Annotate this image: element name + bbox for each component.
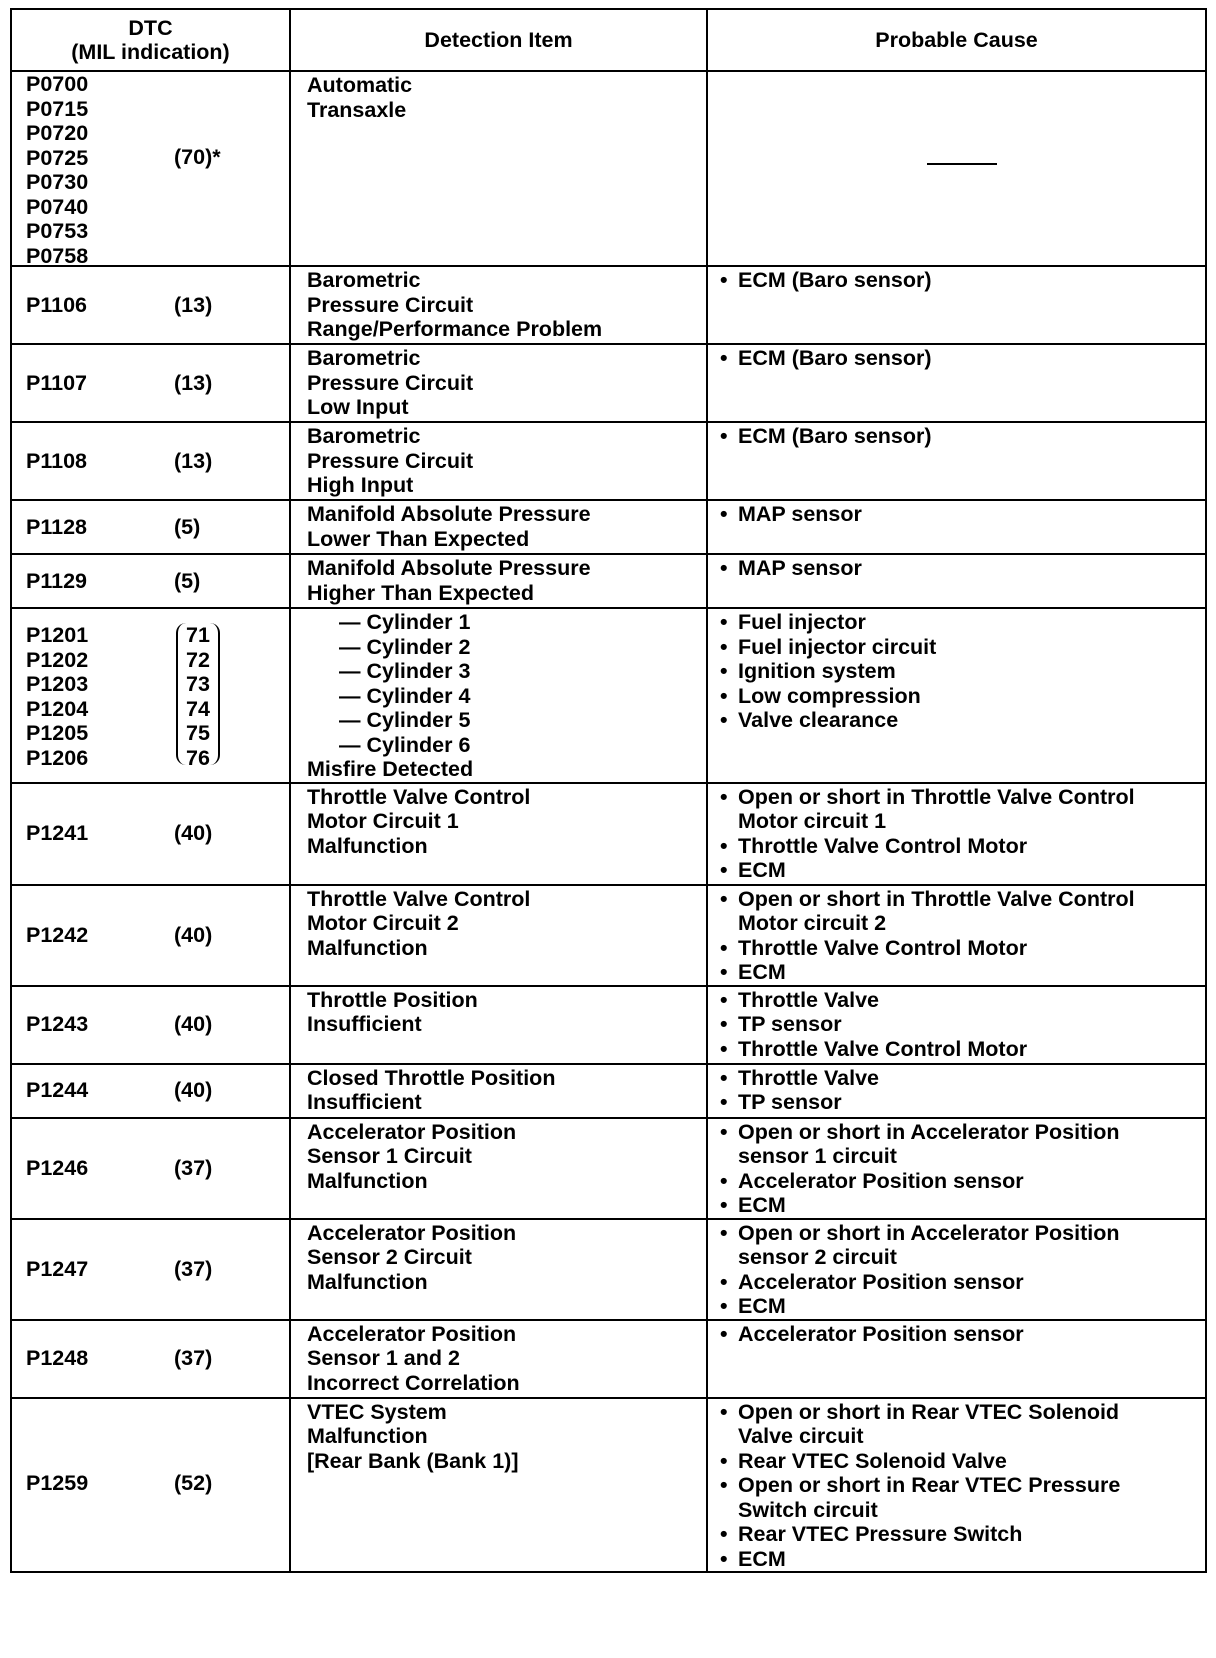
dtc-cell-content <box>12 72 289 268</box>
dtc-code: P0758 <box>26 243 89 268</box>
mil-indication: (5) <box>174 514 201 539</box>
detection-item-cell <box>290 783 707 885</box>
dtc-cell <box>11 783 290 885</box>
dtc-code-list <box>12 72 146 268</box>
table-row <box>11 71 1206 266</box>
detection-line: Malfunction <box>307 1424 428 1448</box>
dtc-code: P0740 <box>26 194 89 219</box>
table-row <box>11 1219 1206 1320</box>
cause-item-continued: Motor circuit 1 <box>738 809 887 833</box>
mil-indication: (13) <box>174 292 213 317</box>
dtc-code: P1108 <box>26 448 87 473</box>
table-row <box>11 1118 1206 1219</box>
dtc-cell <box>11 1398 290 1573</box>
mil-indication: (13) <box>174 448 213 473</box>
detection-item-cell <box>290 1398 707 1573</box>
mil-number: 76 <box>186 745 210 770</box>
detection-line: Insufficient <box>307 1090 422 1114</box>
detection-line: Automatic <box>307 73 413 97</box>
cause-item: • Open or short in Throttle Valve Control <box>718 887 1205 912</box>
dtc-table-page <box>10 8 1205 1573</box>
probable-cause-cell <box>707 71 1206 266</box>
dtc-cell-content <box>12 1321 289 1397</box>
probable-cause-cell <box>707 1320 1206 1398</box>
detection-line: Incorrect Correlation <box>307 1370 520 1395</box>
detection-line: Barometric <box>307 424 421 448</box>
detection-line: Sensor 2 Circuit <box>307 1245 472 1269</box>
mil-number-list <box>186 623 210 770</box>
cause-item: • Low compression <box>718 684 1205 709</box>
detection-item-cell <box>290 1118 707 1219</box>
mil-indication: (40) <box>174 1012 213 1037</box>
detection-line: Closed Throttle Position <box>307 1065 556 1090</box>
dtc-code: P1201 <box>26 623 89 647</box>
cause-item: • ECM <box>718 1547 1205 1572</box>
probable-cause-cell <box>707 986 1206 1064</box>
detection-line: Accelerator Position <box>307 1220 517 1245</box>
table-row <box>11 885 1206 986</box>
cause-item: • Rear VTEC Pressure Switch <box>718 1522 1205 1547</box>
dtc-code: P0725 <box>26 145 89 170</box>
table-row <box>11 500 1206 554</box>
cause-item: • Throttle Valve Control Motor <box>718 834 1205 859</box>
detection-item-cell <box>290 266 707 344</box>
cause-item: • ECM (Baro sensor) <box>718 268 1205 293</box>
cause-item: • ECM <box>718 1193 1205 1218</box>
detection-item-cell <box>290 554 707 608</box>
mil-indication: (37) <box>174 1346 213 1371</box>
cause-item: • Accelerator Position sensor <box>718 1169 1205 1194</box>
table-row <box>11 608 1206 783</box>
dtc-cell <box>11 986 290 1064</box>
dtc-cell <box>11 608 290 783</box>
probable-cause-cell <box>707 500 1206 554</box>
table-row <box>11 1320 1206 1398</box>
table-row <box>11 1398 1206 1573</box>
mil-indication: (40) <box>174 1078 213 1103</box>
cause-item-continued: sensor 2 circuit <box>738 1245 897 1269</box>
dtc-code: P1242 <box>26 922 89 947</box>
mil-indication: (37) <box>174 1256 213 1281</box>
probable-cause-cell <box>707 422 1206 500</box>
table-body <box>11 71 1206 1572</box>
detection-line: Sensor 1 Circuit <box>307 1144 472 1168</box>
detection-line: Motor Circuit 2 <box>307 911 459 935</box>
dtc-code: P0700 <box>26 72 89 96</box>
mil-number: 75 <box>186 721 210 745</box>
detection-item-cell <box>290 500 707 554</box>
dtc-cell <box>11 266 290 344</box>
dtc-cell-content <box>12 784 289 884</box>
detection-line: Malfunction <box>307 833 428 858</box>
detection-line: Higher Than Expected <box>307 580 534 605</box>
detection-line: Pressure Circuit <box>307 292 474 317</box>
mil-indication: (37) <box>174 1155 213 1180</box>
dtc-cell <box>11 500 290 554</box>
dtc-cell-content <box>12 345 289 421</box>
cause-item: • ECM <box>718 960 1205 985</box>
dtc-cell-content <box>12 886 289 985</box>
dtc-cell <box>11 1118 290 1219</box>
cause-item: • MAP sensor <box>718 556 1205 581</box>
detection-line: Lower Than Expected <box>307 526 530 551</box>
cause-item: • Ignition system <box>718 659 1205 684</box>
probable-cause-cell <box>707 344 1206 422</box>
cause-item: • Accelerator Position sensor <box>718 1270 1205 1295</box>
detection-line: Malfunction <box>307 1168 428 1193</box>
mil-indication: (70)* <box>174 144 221 169</box>
dtc-code: P0753 <box>26 219 89 243</box>
cylinder-line: — Cylinder 1 <box>339 610 471 634</box>
cause-item: • TP sensor <box>718 1012 1205 1037</box>
mil-indication: (5) <box>174 568 201 593</box>
mil-indication: (40) <box>174 821 213 846</box>
mil-number: 73 <box>186 672 210 696</box>
cylinder-line: — Cylinder 5 <box>339 708 471 732</box>
probable-cause-cell <box>707 1064 1206 1118</box>
detection-item-cell <box>290 71 707 266</box>
detection-line: Manifold Absolute Pressure <box>307 556 591 580</box>
detection-line: Pressure Circuit <box>307 370 474 395</box>
detection-line: Low Input <box>307 395 409 419</box>
mil-indication: (52) <box>174 1470 213 1495</box>
dtc-code: P1206 <box>26 745 89 770</box>
detection-line: Range/Performance Problem <box>307 317 603 341</box>
dtc-cell-content <box>12 1119 289 1218</box>
detection-line: Barometric <box>307 268 421 292</box>
detection-line: Transaxle <box>307 97 407 122</box>
probable-cause-cell <box>707 885 1206 986</box>
mil-indication: (13) <box>174 370 213 395</box>
dtc-code: P1244 <box>26 1078 89 1103</box>
detection-line: Motor Circuit 1 <box>307 809 459 833</box>
dtc-cell <box>11 422 290 500</box>
mil-number: 74 <box>186 696 210 721</box>
dtc-code: P1248 <box>26 1346 89 1371</box>
detection-line: Barometric <box>307 346 421 370</box>
dtc-code: P1246 <box>26 1155 89 1180</box>
cause-item: • Throttle Valve <box>718 988 1205 1013</box>
probable-cause-cell <box>707 1398 1206 1573</box>
cause-item-continued: Switch circuit <box>738 1497 878 1522</box>
header-dtc <box>11 9 290 71</box>
dtc-code: P1203 <box>26 672 89 696</box>
dtc-cell-content <box>12 555 289 607</box>
cause-item: • Fuel injector circuit <box>718 635 1205 660</box>
detection-item-cell <box>290 1219 707 1320</box>
dtc-code: P1243 <box>26 1012 89 1037</box>
table-row <box>11 344 1206 422</box>
cause-item: • ECM (Baro sensor) <box>718 346 1205 371</box>
detection-line: [Rear Bank (Bank 1)] <box>307 1448 519 1473</box>
mil-indication: (40) <box>174 922 213 947</box>
detection-item-cell <box>290 885 707 986</box>
dtc-code: P1241 <box>26 821 89 846</box>
detection-line: Accelerator Position <box>307 1119 517 1144</box>
detection-line: Misfire Detected <box>307 757 474 781</box>
dtc-code: P0715 <box>26 96 89 121</box>
detection-line: Malfunction <box>307 935 428 960</box>
dtc-code: P1247 <box>26 1256 89 1281</box>
dtc-code: P1204 <box>26 696 89 721</box>
cause-item: • Open or short in Accelerator Position <box>718 1221 1205 1246</box>
dtc-cell <box>11 1064 290 1118</box>
dtc-cell <box>11 71 290 266</box>
detection-item-cell <box>290 422 707 500</box>
cause-item-continued: sensor 1 circuit <box>738 1144 897 1168</box>
cylinder-line: — Cylinder 4 <box>339 683 471 708</box>
detection-line: Insufficient <box>307 1012 422 1036</box>
cause-item-continued: Motor circuit 2 <box>738 911 887 935</box>
cause-item: • Valve clearance <box>718 708 1205 733</box>
cause-item-continued: Valve circuit <box>738 1424 864 1448</box>
detection-item-cell <box>290 1320 707 1398</box>
dtc-cell-content <box>12 1220 289 1319</box>
table-row <box>11 783 1206 885</box>
cause-item: • Throttle Valve Control Motor <box>718 936 1205 961</box>
no-cause-dash <box>718 73 1205 171</box>
detection-line: Manifold Absolute Pressure <box>307 502 591 526</box>
dtc-cell-content <box>12 501 289 553</box>
dtc-code: P1106 <box>26 292 87 317</box>
dtc-cell-content <box>12 609 289 778</box>
header-probable-cause: Probable Cause <box>707 9 1206 71</box>
detection-line: Throttle Position <box>307 987 478 1012</box>
mil-number: 72 <box>186 647 210 672</box>
cause-item: • MAP sensor <box>718 502 1205 527</box>
cause-item: • ECM <box>718 858 1205 883</box>
dtc-code: P1259 <box>26 1470 89 1495</box>
detection-line: Accelerator Position <box>307 1321 517 1346</box>
detection-item-cell <box>290 986 707 1064</box>
table-row <box>11 422 1206 500</box>
cause-item: • Fuel injector <box>718 610 1205 635</box>
header-dtc-line2: (MIL indication) <box>71 40 230 64</box>
table-row <box>11 1064 1206 1118</box>
cause-item: • ECM <box>718 1294 1205 1319</box>
mil-number: 71 <box>186 623 210 647</box>
dtc-cell-content <box>12 423 289 499</box>
detection-line: Pressure Circuit <box>307 448 474 473</box>
cause-item: • ECM (Baro sensor) <box>718 424 1205 449</box>
cause-item: • Open or short in Throttle Valve Control <box>718 785 1205 810</box>
detection-line: Sensor 1 and 2 <box>307 1346 460 1370</box>
detection-item-cell <box>290 1064 707 1118</box>
cause-item: • TP sensor <box>718 1090 1205 1115</box>
detection-line: Malfunction <box>307 1269 428 1294</box>
dtc-cell <box>11 554 290 608</box>
cause-item: • Open or short in Accelerator Position <box>718 1120 1205 1145</box>
dtc-table <box>10 8 1207 1573</box>
dtc-cell <box>11 1320 290 1398</box>
cause-item: • Rear VTEC Solenoid Valve <box>718 1449 1205 1474</box>
dtc-cell-content <box>12 267 289 343</box>
dtc-cell <box>11 344 290 422</box>
cause-item: • Throttle Valve Control Motor <box>718 1037 1205 1062</box>
mil-indication-bracket <box>176 623 220 770</box>
detection-item-cell <box>290 344 707 422</box>
dtc-cell-content <box>12 1399 289 1568</box>
table-row <box>11 986 1206 1064</box>
dtc-cell <box>11 1219 290 1320</box>
cylinder-line: — Cylinder 2 <box>339 634 471 659</box>
header-dtc-line1: DTC <box>128 16 173 40</box>
cylinder-line: — Cylinder 6 <box>339 732 471 757</box>
table-row <box>11 554 1206 608</box>
detection-line: Throttle Valve Control <box>307 886 531 911</box>
dtc-code: P1107 <box>26 370 87 395</box>
probable-cause-cell <box>707 783 1206 885</box>
probable-cause-cell <box>707 608 1206 783</box>
dtc-code: P0720 <box>26 121 89 145</box>
probable-cause-cell <box>707 1219 1206 1320</box>
dtc-cell-content <box>12 987 289 1063</box>
detection-line: High Input <box>307 473 414 497</box>
dtc-code-list <box>12 609 146 778</box>
probable-cause-cell <box>707 1118 1206 1219</box>
header-detection-item: Detection Item <box>290 9 707 71</box>
dtc-code: P0730 <box>26 170 89 194</box>
detection-line: VTEC System <box>307 1399 447 1424</box>
table-row <box>11 266 1206 344</box>
cause-item: • Open or short in Rear VTEC Pressure <box>718 1473 1205 1498</box>
dtc-cell <box>11 885 290 986</box>
cause-item: • Throttle Valve <box>718 1066 1205 1091</box>
dtc-code: P1205 <box>26 721 89 745</box>
cause-item: • Open or short in Rear VTEC Solenoid <box>718 1400 1205 1425</box>
dtc-code: P1202 <box>26 647 89 672</box>
cause-item: • Accelerator Position sensor <box>718 1322 1205 1347</box>
dtc-cell-content <box>12 1065 289 1117</box>
detection-line: Throttle Valve Control <box>307 784 531 809</box>
probable-cause-cell <box>707 554 1206 608</box>
dtc-code: P1128 <box>26 514 87 539</box>
dtc-code: P1129 <box>26 568 87 593</box>
table-header-row <box>11 9 1206 71</box>
probable-cause-cell <box>707 266 1206 344</box>
detection-item-cell <box>290 608 707 783</box>
cylinder-line: — Cylinder 3 <box>339 659 471 683</box>
